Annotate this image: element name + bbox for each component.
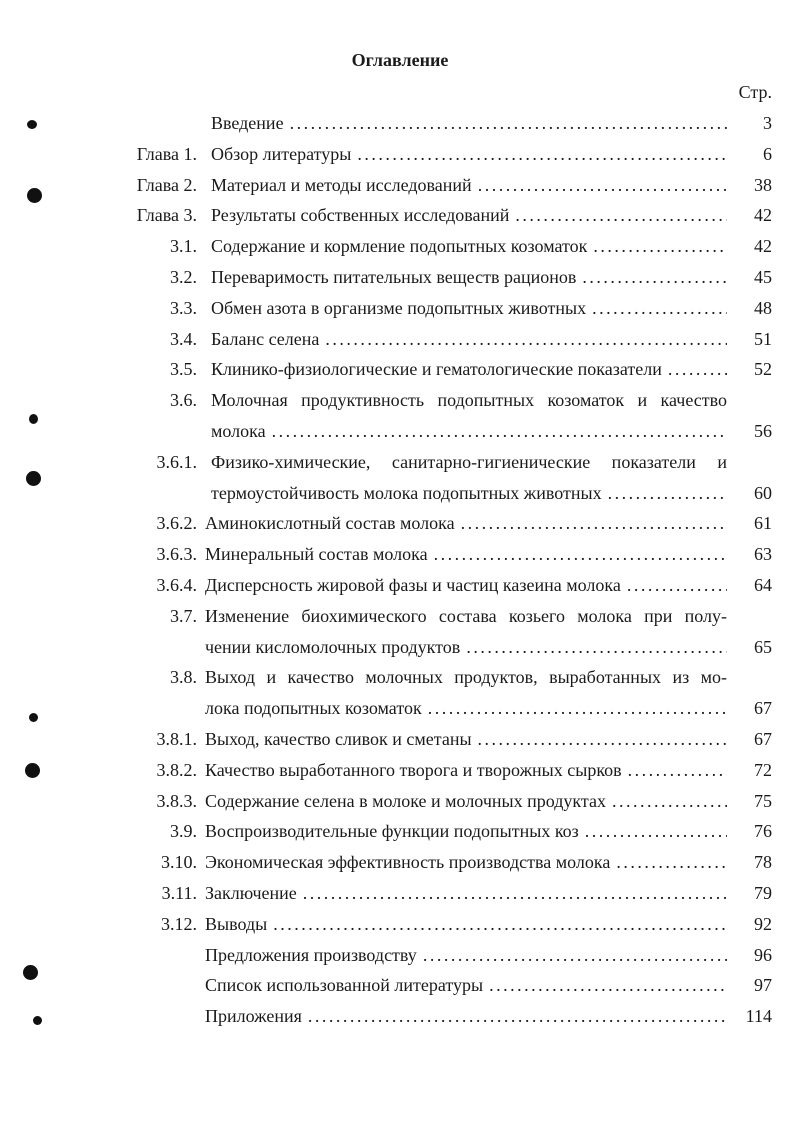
toc-entry-page: 60 — [754, 482, 772, 503]
toc-entry-page: 52 — [754, 359, 772, 380]
dot-leader — [610, 847, 727, 878]
dot-leader — [586, 293, 727, 324]
toc-entry-text — [205, 816, 727, 847]
toc-entry-text — [205, 601, 727, 663]
dot-leader — [417, 940, 727, 971]
toc-entry-line — [211, 139, 727, 170]
toc-entry-number: 3.4. — [170, 328, 197, 349]
toc-entry-line-text: Список использованной литературы — [205, 975, 484, 996]
toc-entry-text — [205, 909, 727, 940]
toc-entry-line-text: Дисперсность жировой фазы и частиц казеина молока — [205, 574, 621, 595]
dot-leader — [622, 755, 727, 786]
toc-entry-number: 3.3. — [170, 297, 197, 318]
dot-leader — [267, 909, 727, 940]
scan-speck — [23, 965, 38, 980]
toc-entry-page: 56 — [754, 420, 772, 441]
toc-entry — [0, 786, 800, 817]
toc-entry-number: 3.2. — [170, 266, 197, 287]
toc-entry-text — [205, 508, 727, 539]
toc-entry-line — [211, 231, 727, 262]
toc-entry — [0, 940, 800, 971]
scan-speck — [25, 763, 40, 778]
toc-entry-line — [205, 847, 727, 878]
toc-entry — [0, 816, 800, 847]
toc-entry-number: 3.6.1. — [156, 451, 197, 472]
dot-leader — [576, 262, 727, 293]
toc-entry-text — [205, 755, 727, 786]
toc-entry — [0, 1001, 800, 1032]
toc-entry-line — [211, 262, 727, 293]
toc-entry-page: 3 — [763, 113, 772, 133]
toc-entry-line-text: Выводы — [205, 913, 268, 934]
toc-entry-line-text: Содержание и кормление подопытных козоматок — [211, 236, 588, 257]
scan-speck — [26, 471, 41, 486]
toc-entry-text — [211, 139, 727, 170]
toc-entry-page: 79 — [754, 882, 772, 903]
toc-entry-text — [211, 200, 727, 231]
toc-entry-line — [211, 170, 727, 201]
toc-entry-number: 3.12. — [161, 913, 197, 934]
toc-entry — [0, 354, 800, 385]
dot-leader — [587, 231, 727, 262]
scan-speck — [33, 1016, 42, 1025]
toc-entry-line-text: термоустойчивость молока подопытных животных — [211, 482, 602, 503]
dot-leader — [428, 539, 727, 570]
toc-entry-line-text: Результаты собственных исследований — [211, 205, 510, 226]
toc-entry-line-text: молока — [211, 420, 266, 441]
toc-entry-text — [211, 108, 727, 139]
toc-entry-page: 67 — [754, 698, 772, 719]
toc-entry — [0, 970, 800, 1001]
toc-entry-number: 3.7. — [170, 605, 197, 626]
toc-entry-page: 97 — [754, 975, 772, 996]
toc-entry-number: 3.1. — [170, 236, 197, 257]
dot-leader — [662, 354, 727, 385]
dot-leader — [509, 200, 727, 231]
toc-entry — [0, 139, 800, 170]
toc-entry-line — [205, 632, 727, 663]
toc-entry — [0, 170, 800, 201]
dot-leader — [297, 878, 727, 909]
toc-entry-number: 3.8.3. — [156, 790, 197, 811]
toc-entry-number: 3.9. — [170, 821, 197, 842]
toc-entry-number: 3.6.2. — [156, 513, 197, 534]
toc-entry-page: 61 — [754, 513, 772, 534]
toc-entry — [0, 447, 800, 509]
toc-entry-page: 64 — [754, 574, 772, 595]
toc-entry-line — [205, 570, 727, 601]
toc-entry — [0, 847, 800, 878]
toc-entry-line-text: Обмен азота в организме подопытных животных — [211, 297, 587, 318]
toc-entry — [0, 385, 800, 447]
toc-entry-line-text: чении кисломолочных продуктов — [205, 636, 461, 657]
toc-entry-page: 6 — [763, 143, 772, 164]
toc-entry-number: 3.6.3. — [156, 544, 197, 565]
toc-title: Оглавление — [351, 50, 449, 70]
toc-entry-text — [205, 970, 727, 1001]
toc-entry-line — [205, 786, 727, 817]
toc-entry-page: 63 — [754, 544, 772, 565]
toc-entry — [0, 724, 800, 755]
toc-entry-line — [205, 970, 727, 1001]
toc-entry-number: 3.10. — [161, 852, 197, 873]
toc-entry-text — [205, 724, 727, 755]
toc-entry-line-text: Введение — [211, 113, 284, 133]
toc-entry-page: 78 — [754, 852, 772, 873]
toc-entry-line — [211, 200, 727, 231]
toc-entry-page: 48 — [754, 297, 772, 318]
toc-entry-line-text: Приложения — [205, 1006, 302, 1027]
toc-entry-text — [205, 940, 727, 971]
toc-entry-line-text: Заключение — [205, 882, 297, 903]
dot-leader — [472, 724, 727, 755]
toc-entry-number: Глава 2. — [136, 174, 197, 195]
toc-entry-page: 76 — [754, 821, 772, 842]
toc-entry-line — [205, 878, 727, 909]
toc-entry — [0, 909, 800, 940]
toc-entry-line — [205, 539, 727, 570]
toc-entry-page: 72 — [754, 759, 772, 780]
toc-entry-line-text: Клинико-физиологические и гематологические показатели — [211, 359, 662, 380]
toc-entry-line — [205, 1001, 727, 1032]
toc-entry-line-text: Баланс селена — [211, 328, 320, 349]
toc-entry — [0, 262, 800, 293]
toc-entry-page: 96 — [754, 944, 772, 965]
toc-entry — [0, 570, 800, 601]
toc-entry — [0, 108, 800, 139]
dot-leader — [606, 786, 727, 817]
toc-entry-line — [205, 755, 727, 786]
toc-entry-line-text: Минеральный состав молока — [205, 544, 428, 565]
toc-entry-number: Глава 1. — [136, 143, 197, 164]
toc-entry-page: 67 — [754, 728, 772, 749]
dot-leader — [319, 324, 727, 355]
toc-entry-text — [205, 847, 727, 878]
dot-leader — [579, 816, 727, 847]
toc-entry-line — [205, 508, 727, 539]
toc-entry-line-text: Предложения производству — [205, 944, 417, 965]
toc-entry-page: 42 — [754, 205, 772, 226]
toc-entry-number: 3.6. — [170, 390, 197, 411]
toc-entry-line — [211, 447, 727, 478]
toc-entry-line — [211, 354, 727, 385]
dot-leader — [422, 693, 727, 724]
toc-entry-text — [211, 385, 727, 447]
dot-leader — [284, 108, 727, 139]
scan-speck — [29, 414, 38, 424]
toc-entry-text — [211, 447, 727, 509]
toc-entry-page: 45 — [754, 266, 772, 287]
toc-entry-line-text: Физико-химические, санитарно-гигиенические показатели и — [211, 451, 727, 472]
toc-entry-number: Глава 3. — [136, 205, 197, 226]
dot-leader — [483, 970, 727, 1001]
toc-entry-page: 75 — [754, 790, 772, 811]
toc-entry-text — [211, 354, 727, 385]
toc-entry-line — [211, 293, 727, 324]
toc-entry-line-text: Переваримость питательных веществ рационов — [211, 266, 577, 287]
toc-entry — [0, 508, 800, 539]
toc-entry-line — [211, 478, 727, 509]
toc-entry-number: 3.8.1. — [156, 728, 197, 749]
toc-entry-number: 3.5. — [170, 359, 197, 380]
toc-entry-line — [205, 693, 727, 724]
toc-entry-text — [205, 878, 727, 909]
toc-entry-line — [211, 416, 727, 447]
toc-entry-number: 3.6.4. — [156, 574, 197, 595]
toc-entry-text — [211, 170, 727, 201]
toc-entry-text — [205, 539, 727, 570]
toc-entry-line-text: лока подопытных козоматок — [205, 698, 422, 719]
toc-entry-text — [205, 662, 727, 724]
toc-entry-text — [211, 262, 727, 293]
toc-entry — [0, 200, 800, 231]
dot-leader — [621, 570, 727, 601]
toc-entry-line-text: Экономическая эффективность производства молока — [205, 852, 611, 873]
toc-entry-line-text: Воспроизводительные функции подопытных коз — [205, 821, 579, 842]
toc-entry-text — [211, 231, 727, 262]
dot-leader — [351, 139, 727, 170]
toc-entry-line — [205, 662, 727, 693]
toc-entry-line-text: Выход и качество молочных продуктов, выработанных из мо- — [205, 667, 727, 688]
toc-entry-page: 65 — [754, 636, 772, 657]
toc-entry — [0, 601, 800, 663]
toc-entry-number: 3.8.2. — [156, 759, 197, 780]
toc-entry-text — [211, 293, 727, 324]
toc-entry — [0, 662, 800, 724]
toc-entry-line — [205, 909, 727, 940]
toc-entry-number: 3.8. — [170, 667, 197, 688]
toc-entry — [0, 539, 800, 570]
dot-leader — [460, 632, 727, 663]
toc-entry — [0, 755, 800, 786]
toc-entry-line — [211, 324, 727, 355]
toc-entry-line-text: Аминокислотный состав молока — [205, 513, 455, 534]
dot-leader — [472, 170, 727, 201]
toc-entry — [0, 878, 800, 909]
dot-leader — [602, 478, 727, 509]
scan-speck — [27, 188, 42, 203]
toc-entry-line-text: Материал и методы исследований — [211, 174, 472, 195]
toc-entry — [0, 293, 800, 324]
dot-leader — [455, 508, 727, 539]
toc-entry — [0, 231, 800, 262]
toc-entry-line — [205, 816, 727, 847]
toc-entry-line-text: Выход, качество сливок и сметаны — [205, 728, 472, 749]
toc-entry-line — [211, 108, 727, 139]
page-column-label: Стр. — [738, 82, 772, 102]
toc-entry-page: 114 — [745, 1006, 772, 1027]
dot-leader — [266, 416, 727, 447]
toc-entry-page: 51 — [754, 328, 772, 349]
toc-entry-line — [205, 724, 727, 755]
table-of-contents — [0, 108, 800, 1032]
toc-entry-line-text: Содержание селена в молоке и молочных продуктах — [205, 790, 606, 811]
toc-entry-line-text: Качество выработанного творога и творожных сырков — [205, 759, 622, 780]
toc-entry-text — [205, 786, 727, 817]
toc-entry-line-text: Изменение биохимического состава козьего молока при полу- — [205, 605, 727, 626]
toc-entry — [0, 324, 800, 355]
scan-speck — [29, 713, 38, 722]
toc-entry-line — [205, 940, 727, 971]
toc-entry-page: 92 — [754, 913, 772, 934]
toc-entry-line-text: Молочная продуктивность подопытных козоматок и качество — [211, 390, 727, 411]
scan-speck — [27, 120, 37, 129]
toc-entry-page: 42 — [754, 236, 772, 257]
toc-entry-line — [211, 385, 727, 416]
toc-entry-line — [205, 601, 727, 632]
toc-entry-number: 3.11. — [161, 882, 197, 903]
toc-entry-text — [211, 324, 727, 355]
toc-entry-text — [205, 1001, 727, 1032]
toc-entry-page: 38 — [754, 174, 772, 195]
toc-entry-text — [205, 570, 727, 601]
toc-entry-line-text: Обзор литературы — [211, 143, 352, 164]
dot-leader — [302, 1001, 727, 1032]
